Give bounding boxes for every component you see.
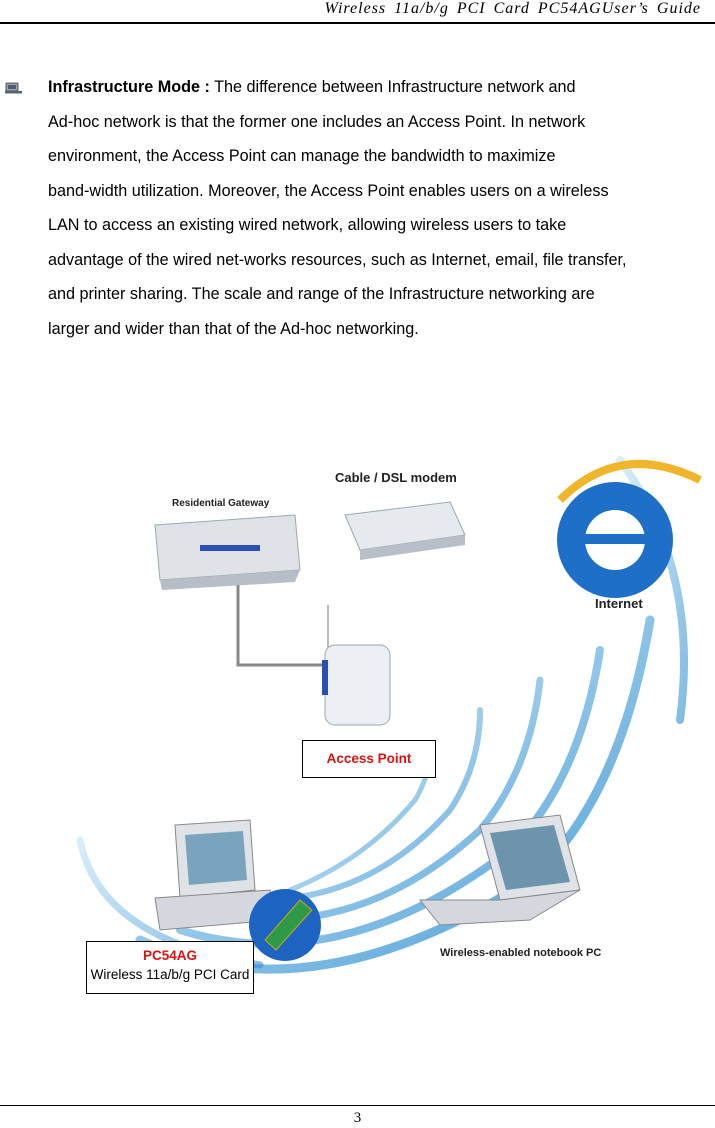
- modem-label: Cable / DSL modem: [335, 470, 457, 485]
- page-header: [0, 0, 715, 24]
- para-text-1: The difference between Infrastructure network and: [209, 78, 576, 96]
- residential-gateway-icon: [155, 515, 300, 590]
- para-line-1: [48, 70, 715, 105]
- card-subtitle: Wireless 11a/b/g PCI Card: [90, 967, 250, 982]
- computer-bullet-icon: [5, 82, 23, 94]
- notebook-pc-icon: [420, 815, 580, 925]
- infrastructure-mode-paragraph: [48, 70, 715, 346]
- pci-card-icon: [249, 889, 321, 961]
- access-point-callout: Access Point: [302, 740, 436, 778]
- para-line-4: band-width utilization. Moreover, the Access Point enables users on a wireless: [48, 181, 609, 200]
- para-line-7: and printer sharing. The scale and range of the Infrastructure networking are: [48, 285, 595, 303]
- section-title: Infrastructure Mode :: [48, 78, 210, 96]
- gateway-cable: [238, 585, 322, 665]
- page-footer-rule: [0, 1105, 715, 1106]
- para-line-3: environment, the Access Point can manage the bandwidth to maximize: [48, 147, 556, 165]
- access-point-icon: [322, 605, 390, 725]
- para-line-8: larger and wider than that of the Ad-hoc networking.: [48, 319, 419, 338]
- header-title: Wireless 11a/b/g PCI Card PC54AGUser’s Guide: [324, 0, 701, 17]
- page-number: 3: [353, 1110, 362, 1126]
- card-title: PC54AG: [142, 948, 198, 963]
- pc54ag-callout: [86, 941, 254, 994]
- para-line-5: LAN to access an existing wired network, allowing wireless users to take: [48, 216, 567, 234]
- cable-dsl-modem-icon: [345, 502, 465, 560]
- para-line-6: advantage of the wired net-works resources, such as Internet, email, file transfer,: [48, 250, 627, 269]
- network-diagram: [60, 420, 715, 980]
- gateway-label: Residential Gateway: [172, 498, 270, 509]
- notebook-label: Wireless-enabled notebook PC: [440, 947, 602, 959]
- para-line-2: Ad-hoc network is that the former one includes an Access Point. In network: [48, 112, 586, 131]
- internet-label: Internet: [595, 596, 643, 611]
